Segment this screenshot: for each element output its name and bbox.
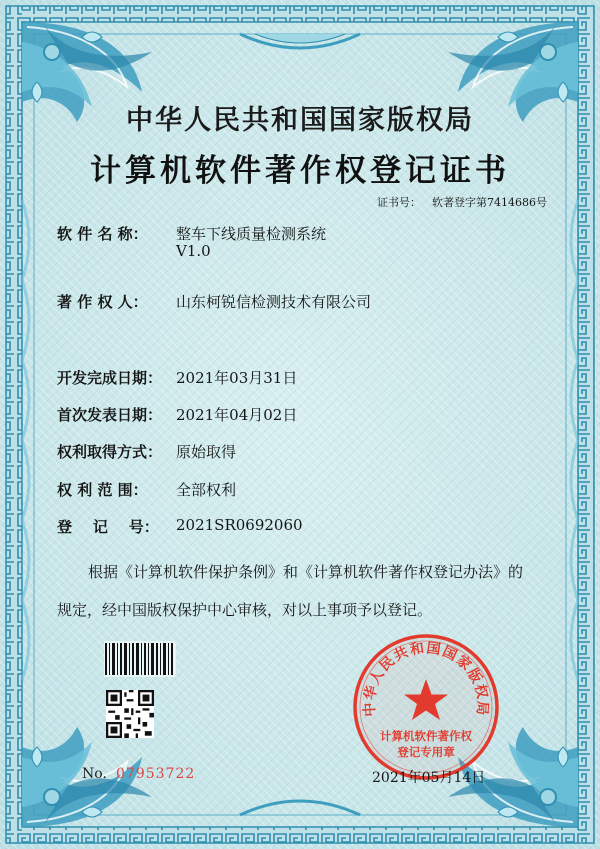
barcode-image (104, 641, 176, 677)
publication-date-label: 首次发表日期： (57, 406, 163, 424)
rights-scope-value: 全部权利 (176, 481, 237, 499)
acquisition-method-value: 原始取得 (176, 443, 237, 461)
certificate-title: 计算机软件著作权登记证书 (90, 153, 510, 189)
completion-date-value: 2021年03月31日 (176, 369, 298, 387)
issue-date: 2021年05月14日 (372, 770, 486, 786)
serial-number-value: 07953722 (116, 766, 196, 782)
rights-scope-label: 权 利 范 围： (57, 481, 148, 499)
registration-number-value: 2021SR0692060 (176, 516, 303, 534)
software-version-value: V1.0 (176, 242, 211, 260)
registration-number-label: 登 记 号： (57, 518, 159, 536)
statement-line-2: 规定，经中国版权保护中心审核，对以上事项予以登记。 (57, 601, 433, 619)
svg-text:计算机软件著作权: 计算机软件著作权 (380, 729, 472, 743)
issuing-authority: 中华人民共和国国家版权局 (126, 105, 474, 136)
serial-number-label: No. (82, 766, 107, 782)
certificate-number-value: 软著登字第7414686号 (432, 196, 547, 209)
certificate-number-label: 证书号： (377, 196, 421, 209)
copyright-holder-label: 著 作 权 人： (57, 293, 148, 311)
software-name-value: 整车下线质量检测系统 (176, 225, 327, 243)
publication-date-value: 2021年04月02日 (176, 406, 298, 424)
svg-text:登记专用章: 登记专用章 (397, 745, 455, 759)
qr-code-image (106, 690, 154, 738)
acquisition-method-label: 权利取得方式： (57, 443, 163, 461)
statement-line-1: 根据《计算机软件保护条例》和《计算机软件著作权登记办法》的 (88, 563, 524, 581)
copyright-holder-value: 山东柯锐信检测技术有限公司 (176, 293, 372, 311)
svg-text:中华人民共和国国家版权局: 中华人民共和国国家版权局 (361, 640, 491, 718)
official-seal-stamp (352, 633, 500, 781)
software-name-label: 软 件 名 称： (57, 225, 148, 243)
completion-date-label: 开发完成日期： (57, 369, 163, 387)
